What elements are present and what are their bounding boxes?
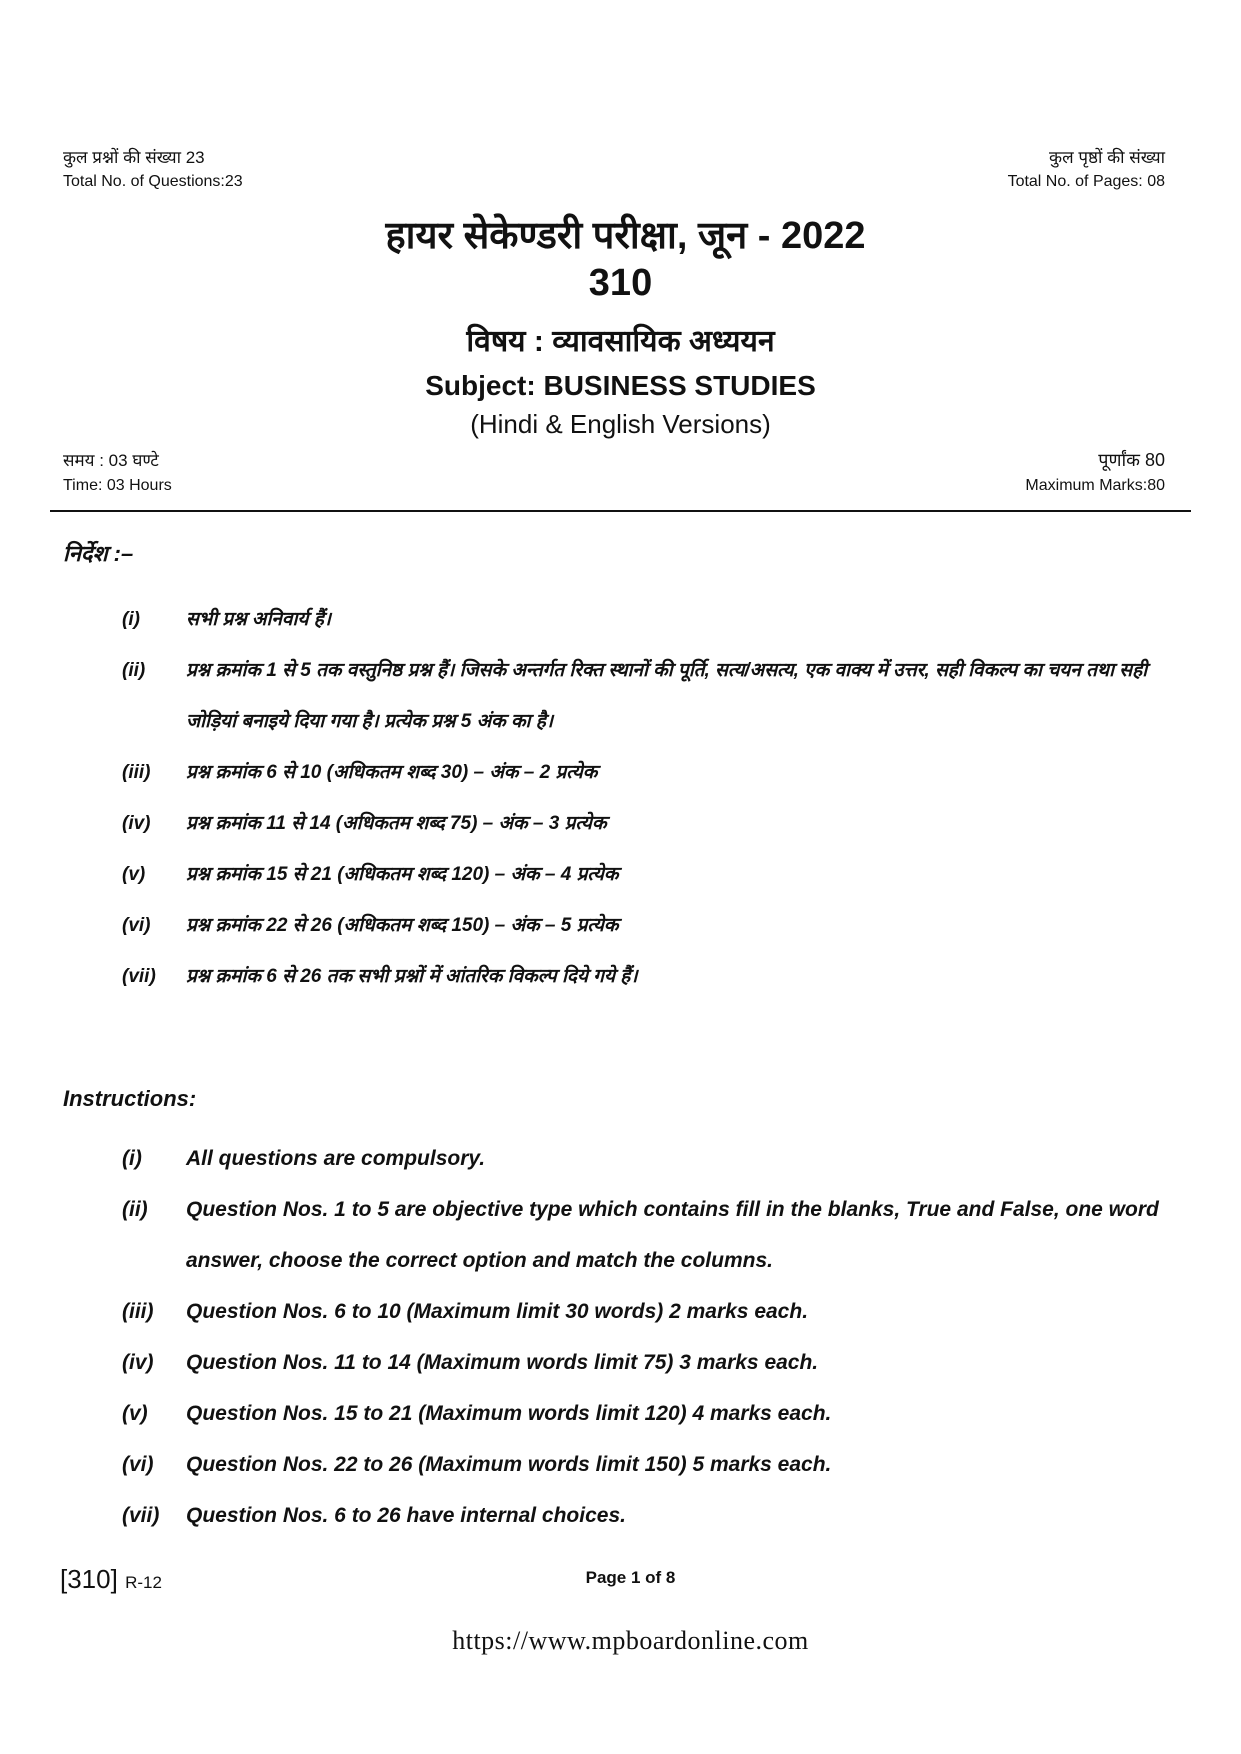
item-number: (iv): [122, 1351, 154, 1374]
total-questions: [63, 146, 243, 194]
item-number: (vii): [122, 1504, 160, 1527]
list-item: [122, 1133, 1182, 1184]
marks-english: Maximum Marks:80: [1025, 477, 1165, 494]
item-text: Question Nos. 22 to 26 (Maximum words limit 150) 5 marks each.: [186, 1453, 832, 1476]
item-text: प्रश्न क्रमांक 1 से 5 तक वस्तुनिष्ठ प्रश्न हैं। जिसके अन्तर्गत रिक्त स्थानों की पूर्ति, सत्य/असत्य, एक वाक्य में उत्तर, सही विकल्प का चयन तथा सही जोड़ियां बनाइये दिया गया है। प्रत्येक प्रश्न 5 अंक का है।: [186, 660, 1148, 732]
series-code: R-12: [125, 1573, 162, 1592]
total-questions-hindi: कुल प्रश्नों की संख्या 23: [63, 148, 205, 167]
list-item: [122, 1286, 1182, 1337]
total-pages: [1008, 146, 1165, 194]
item-number: (v): [122, 1402, 148, 1425]
item-text: Question Nos. 15 to 21 (Maximum words limit 120) 4 marks each.: [186, 1402, 832, 1425]
item-text: प्रश्न क्रमांक 22 से 26 (अधिकतम शब्द 150) – अंक – 5 प्रत्येक: [186, 915, 619, 936]
subject-english: Subject: BUSINESS STUDIES: [425, 370, 816, 401]
item-text: प्रश्न क्रमांक 6 से 26 तक सभी प्रश्नों में आंतरिक विकल्प दिये गये हैं।: [186, 966, 638, 987]
item-text: All questions are compulsory.: [186, 1147, 486, 1170]
list-item: [122, 900, 1182, 951]
item-number: (vii): [122, 966, 156, 987]
item-text: Question Nos. 6 to 26 have internal choices.: [186, 1504, 626, 1527]
list-item: [122, 1439, 1182, 1490]
source-url[interactable]: https://www.mpboardonline.com: [452, 1626, 809, 1655]
list-item: [122, 594, 1182, 645]
total-pages-english: Total No. of Pages: 08: [1007, 173, 1165, 190]
item-number: (iii): [122, 762, 151, 783]
list-item: [122, 1337, 1182, 1388]
subject-hindi: विषय : व्यावसायिक अध्ययन: [466, 325, 775, 358]
versions-note: (Hindi & English Versions): [470, 409, 771, 439]
maximum-marks: [1025, 448, 1165, 498]
item-number: (i): [122, 609, 140, 630]
paper-code-bracket: [310]: [60, 1564, 118, 1594]
list-item: [122, 849, 1182, 900]
list-item: [122, 1490, 1182, 1541]
time-english: Time: 03 Hours: [63, 477, 172, 494]
item-number: (ii): [122, 660, 146, 681]
marks-hindi: पूर्णांक 80: [1098, 450, 1165, 470]
list-item: [122, 798, 1182, 849]
paper-code: 310: [588, 262, 653, 304]
total-pages-hindi: कुल पृष्ठों की संख्या: [1049, 148, 1165, 167]
item-text: Question Nos. 1 to 5 are objective type which contains fill in the blanks, True and False, one word answer, choose the correct option and match the columns.: [186, 1198, 1159, 1272]
item-number: (v): [122, 864, 146, 885]
item-number: (vi): [122, 1453, 154, 1476]
hindi-instructions-list: [122, 594, 1182, 1002]
item-number: (i): [122, 1147, 142, 1170]
item-text: Question Nos. 6 to 10 (Maximum limit 30 words) 2 marks each.: [186, 1300, 809, 1323]
time-allowed: [63, 448, 172, 498]
time-hindi: समय : 03 घण्टे: [63, 451, 159, 470]
item-text: प्रश्न क्रमांक 15 से 21 (अधिकतम शब्द 120) – अंक – 4 प्रत्येक: [186, 864, 619, 885]
list-item: [122, 645, 1182, 747]
list-item: [122, 1388, 1182, 1439]
title-block: [0, 212, 1241, 442]
item-number: (iii): [122, 1300, 154, 1323]
list-item: [122, 747, 1182, 798]
hindi-instructions-heading: निर्देश :–: [63, 541, 134, 566]
list-item: [122, 1184, 1182, 1286]
item-text: प्रश्न क्रमांक 11 से 14 (अधिकतम शब्द 75) – अंक – 3 प्रत्येक: [186, 813, 607, 834]
exam-title: हायर सेकेण्डरी परीक्षा, जून - 2022: [385, 215, 866, 257]
item-text: Question Nos. 11 to 14 (Maximum words limit 75) 3 marks each.: [186, 1351, 819, 1374]
total-questions-english: Total No. of Questions:23: [63, 173, 243, 190]
item-text: सभी प्रश्न अनिवार्य हैं।: [186, 609, 331, 630]
english-instructions-heading: Instructions:: [63, 1086, 197, 1111]
english-instructions-list: [122, 1133, 1182, 1541]
item-number: (ii): [122, 1198, 148, 1221]
list-item: [122, 951, 1182, 1002]
header-divider: [50, 510, 1191, 512]
page-number: Page 1 of 8: [585, 1568, 676, 1587]
item-number: (iv): [122, 813, 151, 834]
item-text: प्रश्न क्रमांक 6 से 10 (अधिकतम शब्द 30) – अंक – 2 प्रत्येक: [186, 762, 598, 783]
item-number: (vi): [122, 915, 151, 936]
